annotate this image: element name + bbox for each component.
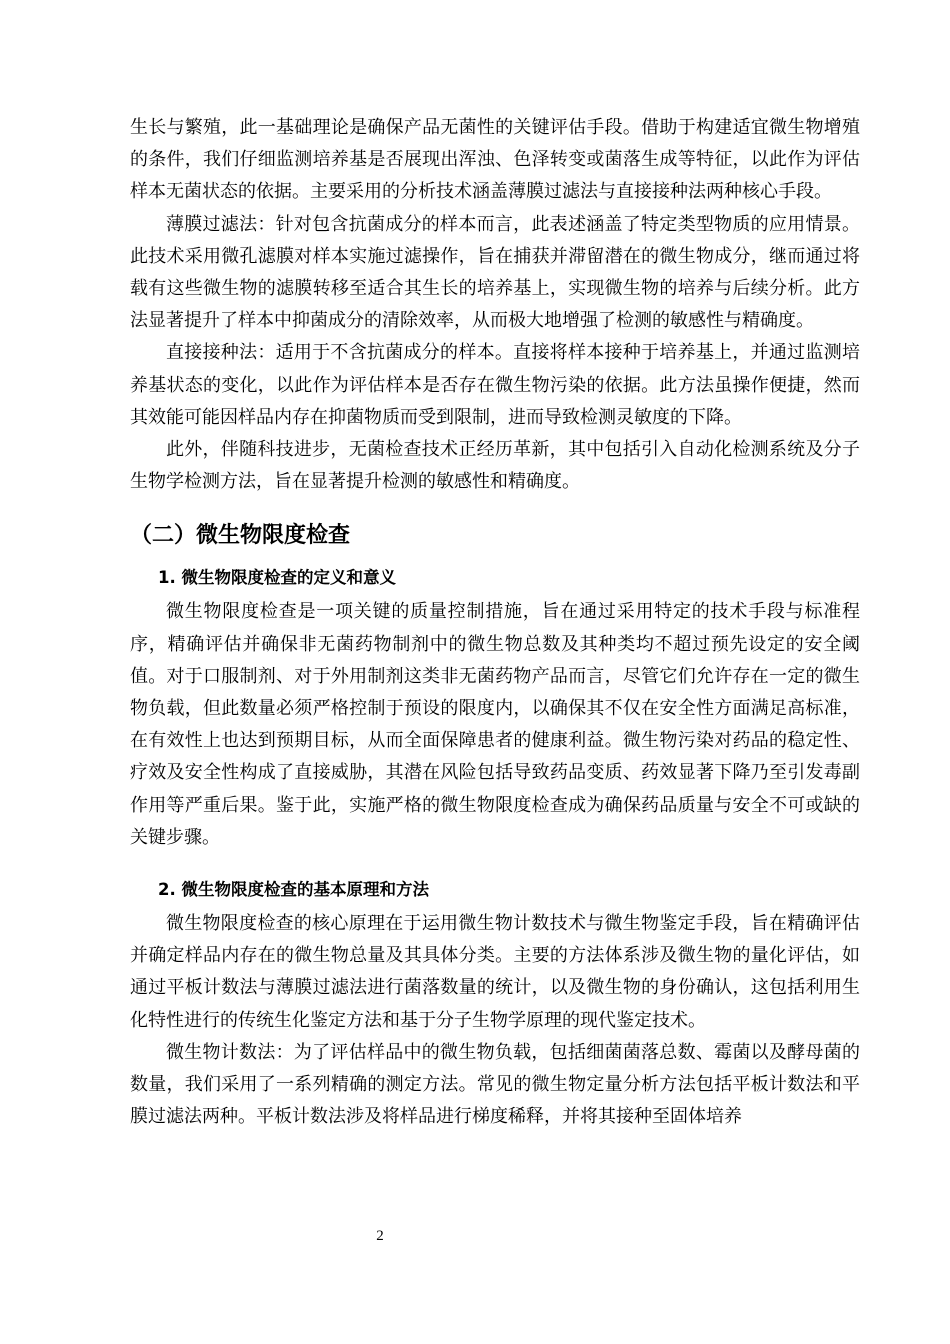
subsection-heading-1: 1. 微生物限度检查的定义和意义 [158, 568, 396, 588]
paragraph-technology-progress: 此外，伴随科技进步，无菌检查技术正经历革新，其中包括引入自动化检测系统及分子生物学检测方法，旨在显著提升检测的敏感性和精确度。 [130, 439, 860, 493]
page-content [130, 112, 860, 1133]
paragraph-continued: 生长与繁殖，此一基础理论是确保产品无菌性的关键评估手段。借助于构建适宜微生物增殖的条件，我们仔细监测培养基是否展现出浑浊、色泽转变或菌落生成等特征，以此作为评估样本无菌状态的依据。主要采用的分析技术涵盖薄膜过滤法与直接接种法两种核心手段。 [130, 117, 860, 203]
paragraph-principle: 微生物限度检查的核心原理在于运用微生物计数技术与微生物鉴定手段，旨在精确评估并确定样品内存在的微生物总量及其具体分类。主要的方法体系涉及微生物的量化评估，如通过平板计数法与薄膜过滤法进行菌落数量的统计，以及微生物的身份确认，这包括利用生化特性进行的传统生化鉴定方法和基于分子生物学原理的现代鉴定技术。 [130, 913, 860, 1031]
subsection-heading-2: 2. 微生物限度检查的基本原理和方法 [158, 880, 429, 900]
paragraph-direct-inoculation: 直接接种法：适用于不含抗菌成分的样本。直接将样本接种于培养基上，并通过监测培养基状态的变化，以此作为评估样本是否存在微生物污染的依据。此方法虽操作便捷，然而其效能可能因样品内存在抑菌物质而受到限制，进而导致检测灵敏度的下降。 [130, 342, 860, 428]
section-heading: （二）微生物限度检查 [130, 523, 351, 549]
paragraph-membrane-filtration: 薄膜过滤法：针对包含抗菌成分的样本而言，此表述涵盖了特定类型物质的应用情景。此技术采用微孔滤膜对样本实施过滤操作，旨在捕获并滞留潜在的微生物成分，继而通过将载有这些微生物的滤膜转移至适合其生长的培养基上，实现微生物的培养与后续分析。此方法显著提升了样本中抑菌成分的清除效率，从而极大地增强了检测的敏感性与精确度。 [130, 213, 860, 332]
page-number: 2 [376, 1228, 384, 1244]
paragraph-counting-method: 微生物计数法：为了评估样品中的微生物负载，包括细菌菌落总数、霉菌以及酵母菌的数量，我们采用了一系列精确的测定方法。常见的微生物定量分析方法包括平板计数法和平膜过滤法两种。平板计数法涉及将样品进行梯度稀释，并将其接种至固体培养 [130, 1041, 860, 1128]
paragraph-definition: 微生物限度检查是一项关键的质量控制措施，旨在通过采用特定的技术手段与标准程序，精确评估并确保非无菌药物制剂中的微生物总数及其种类均不超过预先设定的安全阈值。对于口服制剂、对于外用制剂这类非无菌药物产品而言，尽管它们允许存在一定的微生物负载，但此数量必须严格控制于预设的限度内，以确保其不仅在安全性方面满足高标准，在有效性上也达到预期目标，从而全面保障患者的健康利益。微生物污染对药品的稳定性、疗效及安全性构成了直接威胁，其潜在风险包括导致药品变质、药效显著下降乃至引发毒副作用等严重后果。鉴于此，实施严格的微生物限度检查成为确保药品质量与安全不可或缺的关键步骤。 [130, 601, 860, 848]
